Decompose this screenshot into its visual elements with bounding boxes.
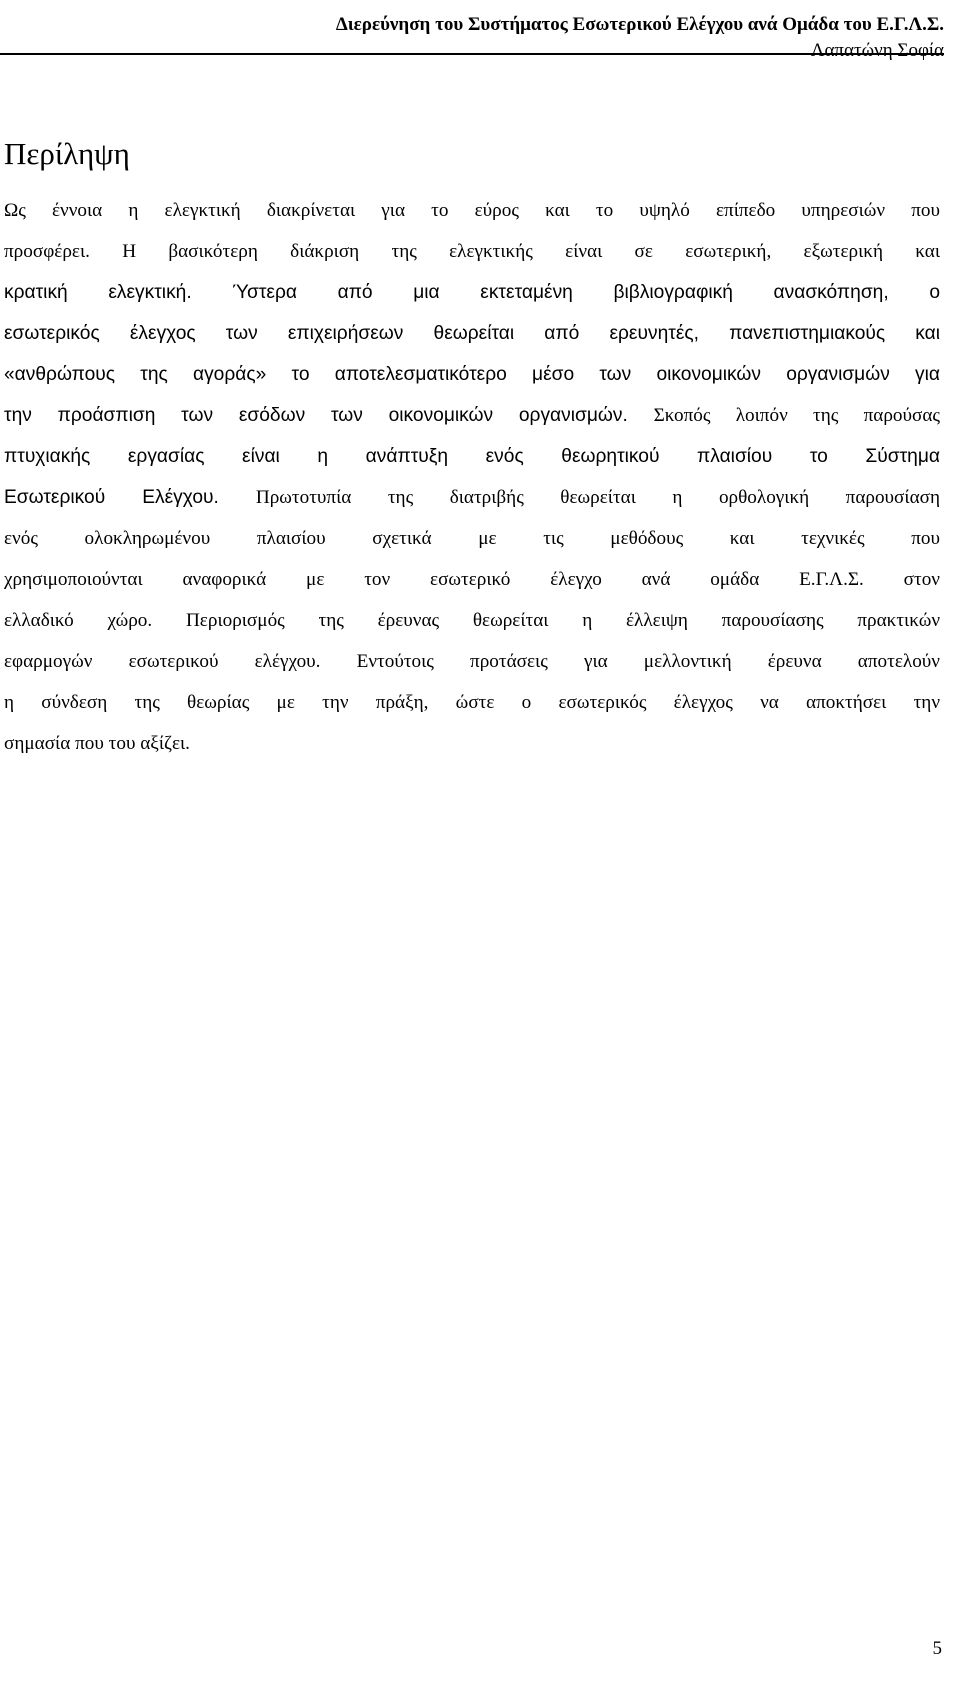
abstract-body [4, 196, 940, 770]
document-title: Διερεύνηση του Συστήματος Εσωτερικού Ελέγχου ανά Ομάδα του Ε.Γ.Λ.Σ. [335, 14, 944, 35]
text-segment: Περιορισμός της έρευνας θεωρείται η έλλειψη παρουσίασης πρακτικών [185, 610, 940, 631]
text-segment: προσφέρει. Η βασικότερη διάκριση της ελεγκτικής είναι σε εσωτερική, εξωτερική και [4, 241, 940, 262]
text-line [4, 524, 940, 565]
text-segment: Εσωτερικού Ελέγχου. [4, 487, 256, 508]
text-line [4, 319, 940, 360]
text-line [4, 647, 940, 688]
text-segment: χρησιμοποιούνται αναφορικά με τον εσωτερικό έλεγχο ανά ομάδα Ε.Γ.Λ.Σ. στον [4, 569, 940, 590]
text-line [4, 278, 940, 319]
text-segment: «ανθρώπους της αγοράς» το αποτελεσματικότερο μέσο των οικονομικών οργανισμών για [4, 364, 940, 385]
section-title: Περίληψη [4, 136, 130, 171]
text-line [4, 688, 940, 729]
text-line [4, 401, 940, 442]
text-segment: η σύνδεση της θεωρίας με την πράξη, ώστε ο εσωτερικός έλεγχος να αποκτήσει την [4, 692, 940, 713]
text-segment: Σκοπός λοιπόν της παρούσας [653, 405, 941, 426]
text-segment: εσωτερικός έλεγχος των επιχειρήσεων θεωρείται από ερευνητές, πανεπιστημιακούς και [4, 323, 940, 344]
text-line [4, 565, 940, 606]
text-line [4, 360, 940, 401]
text-segment: την προάσπιση των εσόδων των οικονομικών οργανισμών. [4, 405, 654, 426]
text-segment: κρατική ελεγκτική. [4, 282, 233, 303]
text-segment: Ως έννοια η ελεγκτική διακρίνεται για το εύρος και το υψηλό επίπεδο υπηρεσιών που [4, 200, 940, 221]
text-segment: Εντούτοις προτάσεις για μελλοντική έρευνα αποτελούν [356, 651, 940, 672]
text-segment: Ύστερα από μια εκτεταμένη βιβλιογραφική ανασκόπηση, ο [232, 282, 940, 303]
text-line [4, 237, 940, 278]
header-divider [0, 53, 944, 55]
text-segment: Πρωτοτυπία της διατριβής θεωρείται η ορθολογική παρουσίαση [255, 487, 940, 508]
page-number: 5 [932, 1638, 942, 1659]
text-segment: ελλαδικό χώρο. [4, 610, 186, 631]
author-name: Λαπατώνη Σοφία [810, 40, 944, 61]
text-line [4, 483, 940, 524]
text-segment: πτυχιακής εργασίας είναι η ανάπτυξη ενός θεωρητικού πλαισίου το Σύστημα [4, 446, 940, 467]
text-line [4, 606, 940, 647]
text-segment: ενός ολοκληρωμένου πλαισίου σχετικά με τις μεθόδους και τεχνικές που [4, 528, 940, 549]
running-header [336, 12, 944, 64]
text-segment: σημασία που του αξίζει. [4, 733, 190, 754]
text-line [4, 196, 940, 237]
text-line [4, 442, 940, 483]
text-segment: εφαρμογών εσωτερικού ελέγχου. [4, 651, 357, 672]
text-line [4, 729, 940, 770]
